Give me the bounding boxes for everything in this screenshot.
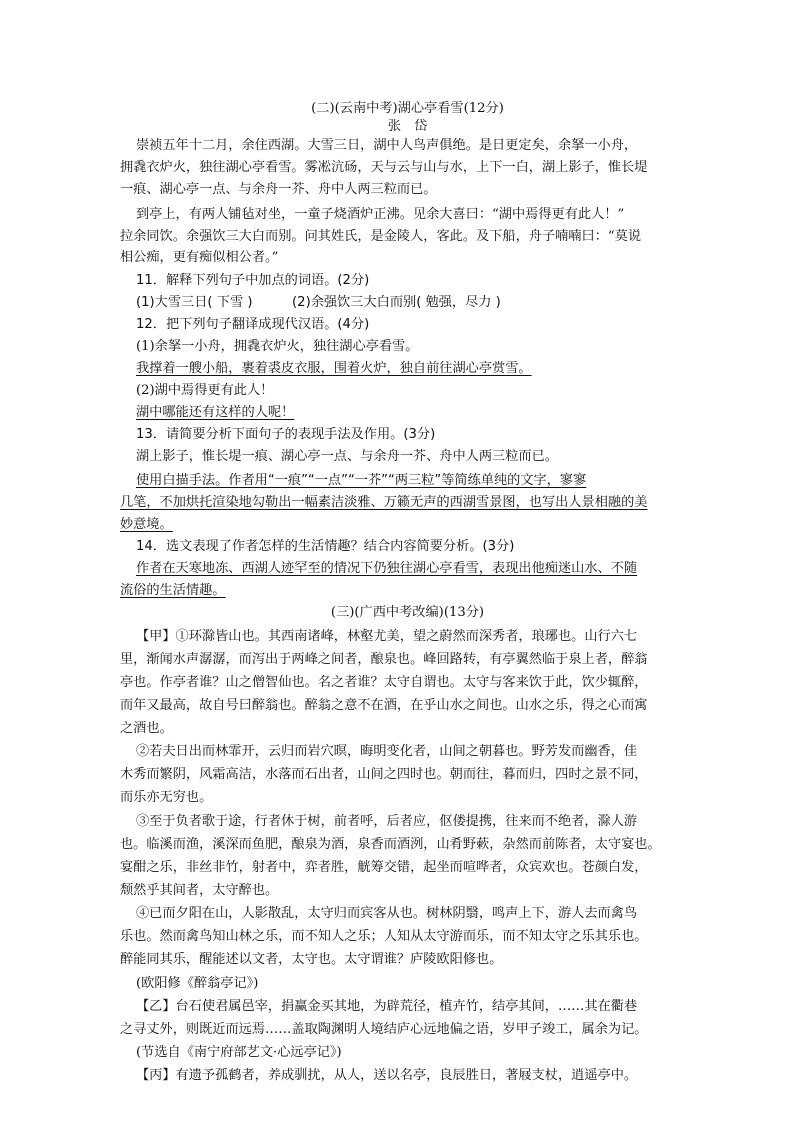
- passage-line: 一痕、湖心亭一点、与余舟一芥、舟中人两三粒而已。: [120, 182, 437, 197]
- answer-12-2: 湖中哪能还有这样的人呢！: [136, 405, 295, 420]
- passage-line: 拥毳衣炉火，独往湖心亭看雪。雾凇沆砀，天与云与山与水，上下一白，湖上影子，惟长堤: [120, 160, 648, 175]
- passage-line: 而乐亦无穷也。: [120, 790, 213, 805]
- passage-line: 里，渐闻水声潺潺，而泻出于两峰之间者，酿泉也。峰回路转，有亭翼然临于泉上者，醉翁: [120, 652, 648, 667]
- question-14: 14．选文表现了作者怎样的生活情趣？结合内容简要分析。(3分): [136, 539, 515, 554]
- passage-line: 乐也。然而禽鸟知山林之乐，而不知人之乐；人知从太守游而乐，而不知太守之乐其乐也。: [120, 929, 648, 944]
- passage-line: 亭也。作亭者谁？山之僧智仙也。名之者谁？太守自谓也。太守与客来饮于此，饮少辄醉，: [120, 675, 648, 690]
- answer-11: (1)大雪三日( 下雪 ) (2)余强饮三大白而别( 勉强，尽力 ): [136, 295, 501, 310]
- author-name: 张 岱: [387, 119, 428, 134]
- passage-line: 颓然乎其间者，太守醉也。: [120, 883, 279, 898]
- passage-line: 崇祯五年十二月，余住西湖。大雪三日，湖中人鸟声俱绝。是日更定矣，余拏一小舟，: [136, 138, 638, 153]
- answer-12-1: 我撑着一艘小船，裹着裘皮衣服，围着火炉，独自前往湖心亭赏雪。: [136, 361, 532, 376]
- passage-line: 【甲】①环滁皆山也。其西南诸峰，林壑尤美，望之蔚然而深秀者，琅琊也。山行六七: [136, 629, 638, 644]
- section-heading: (二)(云南中考)湖心亭看雪(12分): [311, 101, 504, 116]
- question-13: 13．请简要分析下面句子的表现手法及作用。(3分): [136, 427, 436, 442]
- source-citation: (欧阳修《醉翁亭记》): [136, 976, 259, 991]
- passage-line: ③至于负者歌于途，行者休于树，前者呼，后者应，伛偻提携，往来而不绝者，滁人游: [136, 814, 638, 829]
- passage-line: 相公痴，更有痴似相公者。”: [120, 250, 279, 265]
- question-13-sentence: 湖上影子，惟长堤一痕、湖心亭一点、与余舟一芥、舟中人两三粒而已。: [136, 449, 558, 464]
- passage-line: 【丙】有遗予孤鹤者，养成驯扰，从人，送以名亭，良辰胜日，著屐支杖，逍遥亭中。: [136, 1068, 638, 1083]
- answer-14: 流俗的生活情趣。: [120, 583, 226, 598]
- question-12: 12．把下列句子翻译成现代汉语。(4分): [136, 317, 370, 332]
- passage-line: 宴酣之乐，非丝非竹，射者中，弈者胜，觥筹交错，起坐而喧哗者，众宾欢也。苍颜白发，: [120, 860, 648, 875]
- answer-13: 使用白描手法。作者用“一痕”“一点”“一芥”“两三粒”等简练单纯的文字，寥寥: [136, 473, 587, 488]
- section-heading: (三)(广西中考改编)(13分): [330, 605, 485, 620]
- source-citation: (节选自《南宁府部艺文·心远亭记》): [136, 1045, 342, 1060]
- answer-13: 几笔，不加烘托渲染地勾勒出一幅素洁淡雅、万籁无声的西湖雪景图，也写出人景相融的美: [120, 495, 648, 510]
- passage-line: 也。临溪而渔，溪深而鱼肥，酿泉为酒，泉香而酒洌，山肴野蔌，杂然而前陈者，太守宴也。: [120, 837, 661, 852]
- passage-line: 到亭上，有两人铺毡对坐，一童子烧酒炉正沸。见余大喜曰：“湖中焉得更有此人！”: [136, 207, 625, 222]
- passage-line: ②若夫日出而林霏开，云归而岩穴暝，晦明变化者，山间之朝暮也。野芳发而幽香，佳: [136, 744, 638, 759]
- passage-line: 而年又最高，故自号曰醉翁也。醉翁之意不在酒，在乎山水之间也。山水之乐，得之心而寓: [120, 698, 648, 713]
- passage-line: 【乙】台石使君属邑宰，捐赢金买其地，为辟荒径，植卉竹，结亭其间，……其在衢巷: [136, 999, 638, 1014]
- question-12-item-2: (2)湖中焉得更有此人！: [136, 383, 274, 398]
- passage-line: 之寻丈外，则既近而远焉……盖取陶渊明人境结庐心远地偏之语，岁甲子竣工，属余为记。: [120, 1022, 648, 1037]
- answer-14: 作者在天寒地冻、西湖人迹罕至的情况下仍独往湖心亭看雪，表现出他痴迷山水、不随: [136, 561, 638, 576]
- passage-line: 木秀而繁阴，风霜高洁，水落而石出者，山间之四时也。朝而往，暮而归，四时之景不同，: [120, 767, 648, 782]
- passage-line: 醉能同其乐，醒能述以文者，太守也。太守谓谁？庐陵欧阳修也。: [120, 952, 503, 967]
- answer-13: 妙意境。: [120, 517, 173, 532]
- question-12-item-1: (1)余拏一小舟，拥毳衣炉火，独往湖心亭看雪。: [136, 339, 419, 354]
- passage-line: ④已而夕阳在山，人影散乱，太守归而宾客从也。树林阴翳，鸣声上下，游人去而禽鸟: [136, 906, 638, 921]
- question-11: 11．解释下列句子中加点的词语。(2分): [136, 273, 370, 288]
- passage-line: 拉余同饮。余强饮三大白而别。问其姓氏，是金陵人，客此。及下船，舟子喃喃曰：“莫说: [120, 229, 642, 244]
- passage-line: 之酒也。: [120, 721, 173, 736]
